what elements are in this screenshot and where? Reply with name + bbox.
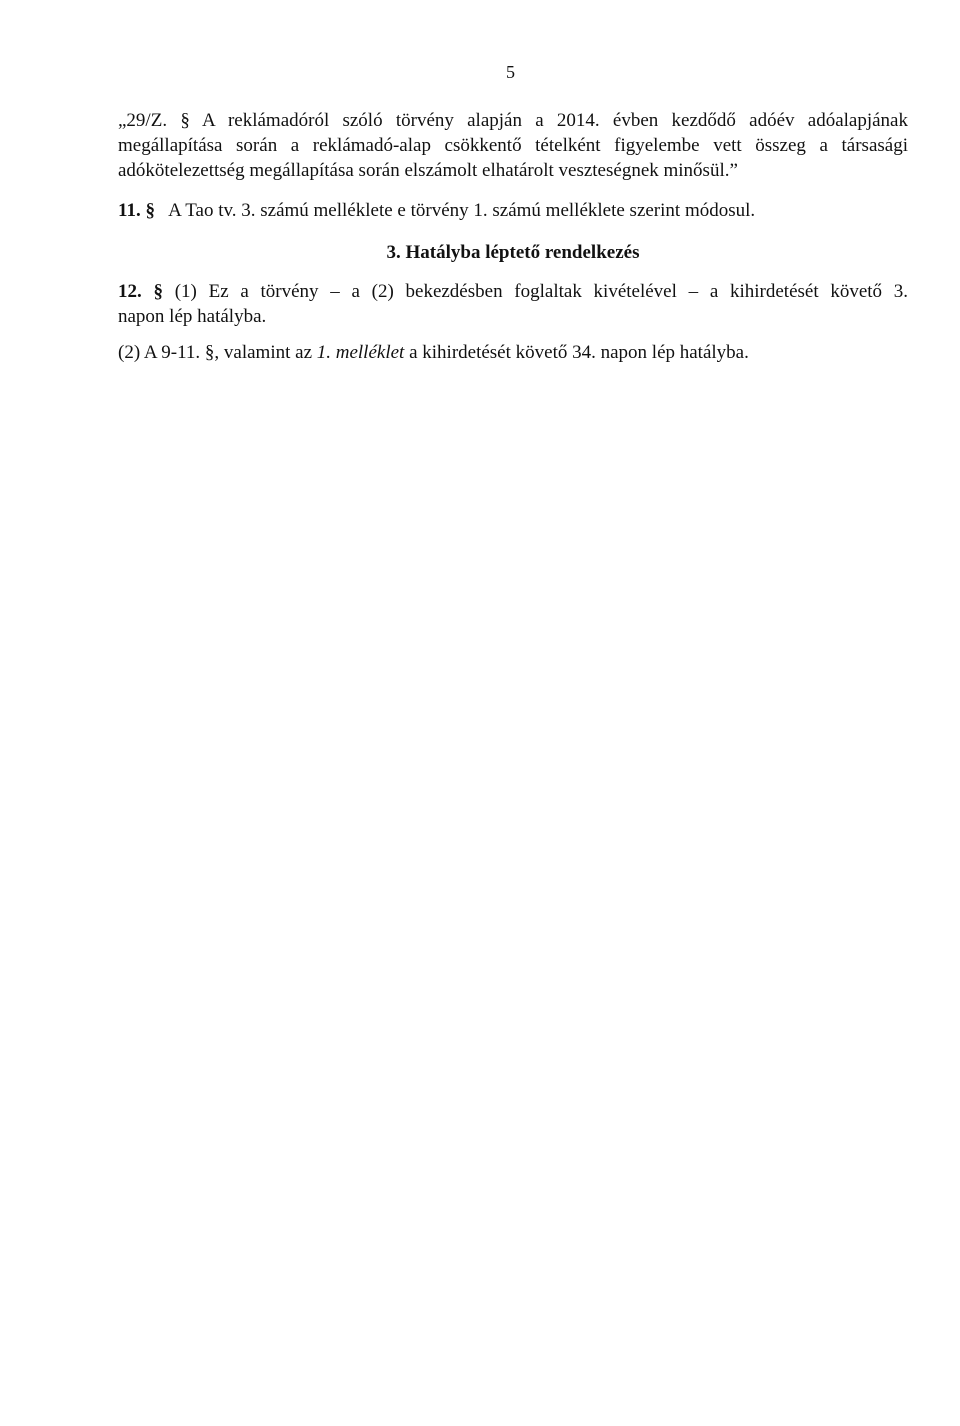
annex-reference: 1. melléklet <box>316 342 405 363</box>
paragraph-12 <box>118 279 908 329</box>
paragraph-29z <box>118 108 908 183</box>
page-number: 5 <box>506 62 515 82</box>
paragraph-12-2-prefix: (2) A 9-11. §, valamint az <box>118 342 312 363</box>
paragraph-12-line-1-text: (1) Ez a törvény – a (2) bekezdésben foglaltak kivételével – a kihirdetését követő 3. <box>174 281 909 302</box>
paragraph-12-2 <box>118 340 908 365</box>
section-heading: 3. Hatályba léptető rendelkezés <box>386 242 640 263</box>
paragraph-12-2-suffix: a kihirdetését követő 34. napon lép hatályba. <box>409 342 749 363</box>
paragraph-29z-line-3: adókötelezettség megállapítása során elszámolt elhatárolt veszteségnek minősül.” <box>118 160 738 181</box>
paragraph-11 <box>118 198 908 223</box>
section-number-12: 12. § <box>118 281 163 302</box>
paragraph-29z-line-1: „29/Z. § A reklámadóról szóló törvény alapján a 2014. évben kezdődő adóév adóalapjának <box>118 110 908 131</box>
paragraph-12-line-2: napon lép hatályba. <box>118 306 267 327</box>
document-body <box>118 108 908 365</box>
section-number-11: 11. § <box>118 200 155 221</box>
paragraph-11-text: A Tao tv. 3. számú melléklete e törvény 1. számú melléklete szerint módosul. <box>168 200 756 221</box>
paragraph-12-line-1 <box>118 279 908 304</box>
paragraph-29z-line-2: megállapítása során a reklámadó-alap csökkentő tételként figyelembe vett összeg a társasági <box>118 135 908 156</box>
